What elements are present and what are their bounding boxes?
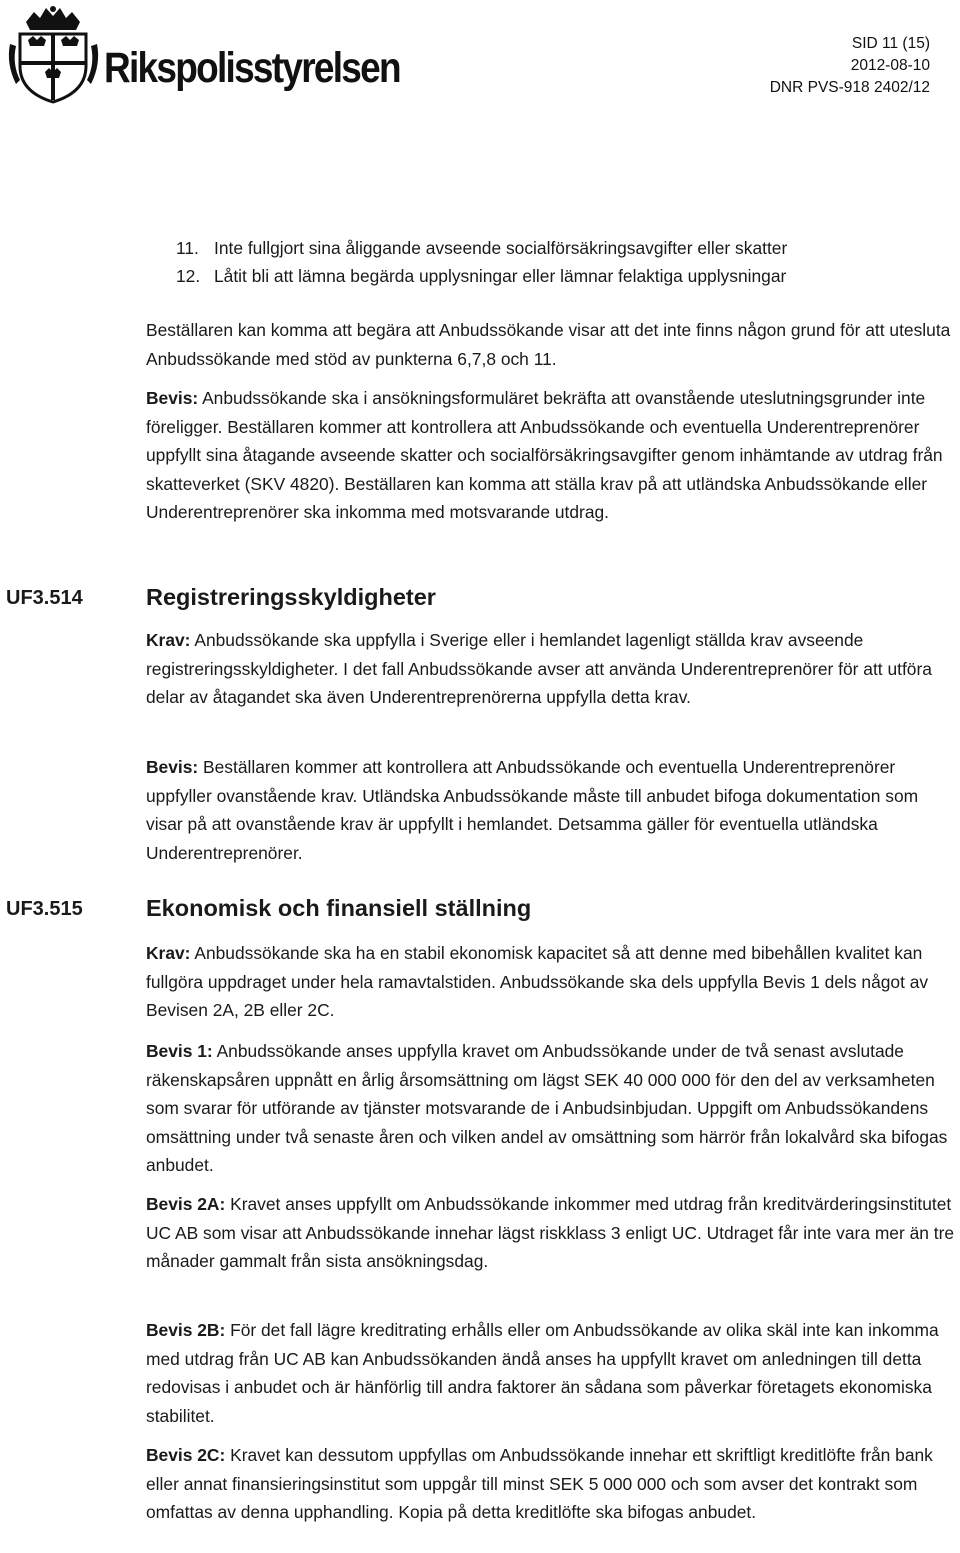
list-item: [176, 262, 956, 290]
paragraph-text: Anbudssökande ska ha en stabil ekonomisk kapacitet så att denne med bibehållen kvalitet kan fullgöra uppdraget under hela ramavtalstiden. Anbudssökande ska dels uppfylla Bevis 1 dels något av Bevisen 2A, 2B eller 2C.: [146, 943, 929, 1020]
paragraph-label: Bevis:: [146, 388, 199, 408]
paragraph: [146, 939, 958, 1025]
page-number: SID 11 (15): [851, 35, 930, 52]
paragraph-label: Bevis 1:: [146, 1041, 213, 1061]
paragraph: [146, 384, 958, 527]
numbered-list: [176, 234, 956, 290]
document-dnr: DNR PVS-918 2402/12: [769, 79, 930, 96]
coat-of-arms-logo: [6, 4, 101, 104]
paragraph-label: Bevis 2A:: [146, 1194, 226, 1214]
list-text: Inte fullgjort sina åliggande avseende socialförsäkringsavgifter eller skatter: [214, 238, 788, 258]
paragraph: [146, 626, 958, 712]
page-header: [0, 0, 960, 110]
paragraph: [146, 753, 958, 867]
paragraph-text: Beställaren kommer att kontrollera att Anbudssökande och eventuella Underentreprenörer uppfyller ovanstående krav. Utländska Anbudssökande måste till anbudet bifoga dokumentation som visar på att ovanstående krav är uppfyllt i hemlandet. Detsamma gäller för eventuella utländska Underentreprenörer.: [146, 757, 919, 863]
paragraph: [146, 1190, 958, 1276]
list-number: 12.: [176, 266, 201, 286]
paragraph-text: Anbudssökande anses uppfylla kravet om Anbudssökande under de två senast avslutade räkenskapsåren uppnått en årlig årsomsättning om lägst SEK 40 000 000 för den del av verksamheten som svarar för utförande av tjänster motsvarande de i Anbudsinbjudan. Uppgift om Anbudssökandens omsättning under två senaste åren och vilken andel av omsättning som härrör från lokalvård ska bifogas anbudet.: [146, 1041, 948, 1175]
paragraph: [146, 1316, 958, 1430]
section-number: UF3.515: [6, 898, 83, 920]
paragraph-text: Anbudssökande ska uppfylla i Sverige eller i hemlandet lagenligt ställda krav avseende registreringsskyldigheter. I det fall Anbudssökande avser att använda Underentreprenörer för att utföra delar av åtagandet ska även Underentreprenörerna uppfylla detta krav.: [146, 630, 932, 707]
paragraph-label: Krav:: [146, 630, 191, 650]
section-title: Registreringsskyldigheter: [146, 584, 436, 610]
paragraph: [146, 1037, 958, 1180]
list-text: Låtit bli att lämna begärda upplysningar eller lämnar felaktiga upplysningar: [214, 266, 787, 286]
paragraph-label: Bevis 2B:: [146, 1320, 226, 1340]
paragraph: [146, 1441, 958, 1527]
brand-name: Rikspolisstyrelsen: [104, 44, 400, 92]
paragraph-text: För det fall lägre kreditrating erhålls eller om Anbudssökande av olika skäl inte kan inkomma med utdrag från UC AB kan Anbudssökanden ändå anses ha uppfyllt kravet om anledningen till detta redovisas i anbudet och är hänförlig till andra faktorer än sådana som påverkar företagets ekonomiska stabilitet.: [146, 1320, 939, 1426]
list-item: [176, 234, 956, 262]
paragraph-label: Bevis 2C:: [146, 1445, 226, 1465]
paragraph-text: Kravet anses uppfyllt om Anbudssökande inkommer med utdrag från kreditvärderingsinstitutet UC AB som visar att Anbudssökande innehar lägst riskklass 3 enligt UC. Utdraget får inte vara mer än tre månader gammalt från sista ansökningsdag.: [146, 1194, 955, 1271]
section-title: Ekonomisk och finansiell ställning: [146, 895, 532, 921]
paragraph-text: Kravet kan dessutom uppfyllas om Anbudssökande innehar ett skriftligt kreditlöfte från bank eller annat finansieringsinstitut som uppgår till minst SEK 5 000 000 och som avser det kontrakt som omfattas av denna upphandling. Kopia på detta kreditlöfte ska bifogas anbudet.: [146, 1445, 933, 1522]
document-meta: [770, 33, 930, 99]
paragraph-label: Krav:: [146, 943, 191, 963]
list-number: 11.: [176, 238, 199, 258]
document-date: 2012-08-10: [850, 57, 930, 74]
paragraph-text: Anbudssökande ska i ansökningsformuläret bekräfta att ovanstående uteslutningsgrunder inte föreligger. Beställaren kommer att kontrollera att Anbudssökande och eventuella Underentreprenörer uppfyllt sina åtagande avseende skatter och socialförsäkringsavgifter genom inhämtande av utdrag från skatteverket (SKV 4820). Beställaren kan komma att ställa krav på att utländska Anbudssökande eller Underentreprenörer ska inkomma med motsvarande utdrag.: [146, 388, 943, 522]
paragraph-label: Bevis:: [146, 757, 199, 777]
paragraph: Beställaren kan komma att begära att Anbudssökande visar att det inte finns någon grund för att utesluta Anbudssökande med stöd av punkterna 6,7,8 och 11.: [146, 320, 951, 369]
section-number: UF3.514: [6, 587, 83, 609]
